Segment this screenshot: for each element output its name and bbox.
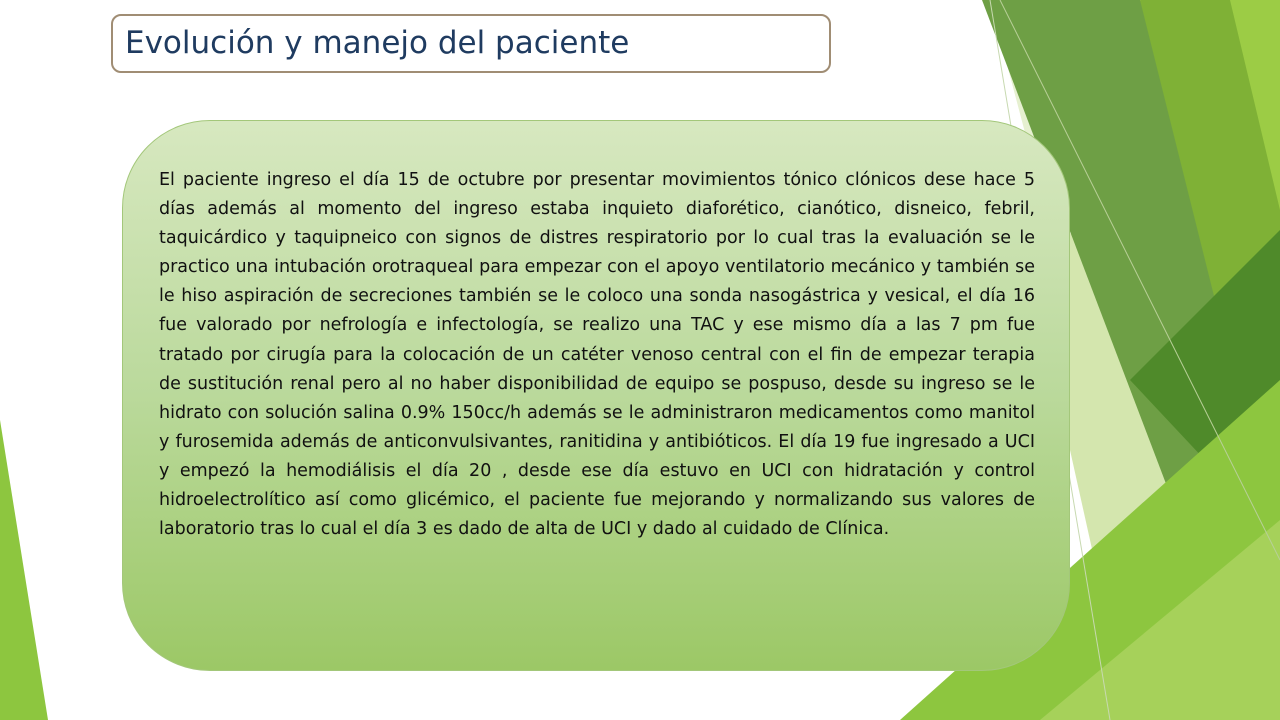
slide-body-text: El paciente ingreso el día 15 de octubre por presentar movimientos tónico clónicos dese hace 5 días además al momento del ingreso estaba inquieto diaforético, cianótico, disneico, febril, taquicárdico y taquipneico con signos de distres respiratorio por lo cual tras la evaluación se le practico una intubación orotraqueal para empezar con el apoyo ventilatorio mecánico y también se le hiso aspiración de secreciones también se le coloco una sonda nasogástrica y vesical, el día 16 fue valorado por nefrología e infectología, se realizo una TAC y ese mismo día a las 7 pm fue tratado por cirugía para la colocación de un catéter venoso central con el fin de empezar terapia de sustitución renal pero al no haber disponibilidad de equipo se pospuso, desde su ingreso se le hidrato con solución salina 0.9% 150cc/h además se le administraron medicamentos como manitol y furosemida además de anticonvulsivantes, ranitidina y antibióticos. El día 19 fue ingresado a UCI y empezó la hemodiálisis el día 20 , desde ese día estuvo en UCI con hidratación y control hidroelectrolítico así como glicémico, el paciente fue mejorando y normalizando sus valores de laboratorio tras lo cual el día 3 es dado de alta de UCI y dado al cuidado de Clínica. [159, 170, 1035, 540]
title-box [111, 14, 831, 73]
slide-title: Evolución y manejo del paciente [125, 25, 630, 61]
left-green-triangle [0, 420, 48, 720]
content-box [122, 120, 1070, 671]
